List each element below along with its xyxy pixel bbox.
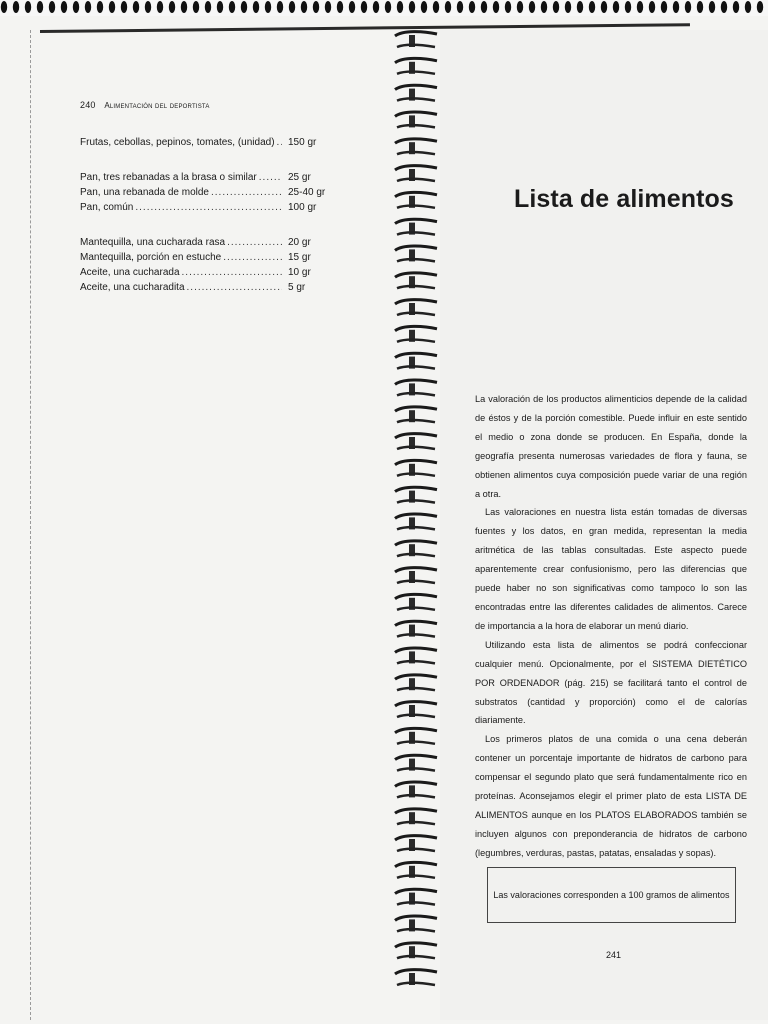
food-row: [80, 135, 330, 150]
binding-hole: [37, 1, 43, 13]
binding-hole: [217, 1, 223, 13]
left-running-head: [80, 100, 210, 110]
spiral-coil: [395, 755, 437, 770]
binding-hole: [109, 1, 115, 13]
binding-hole: [97, 1, 103, 13]
spiral-coil: [395, 407, 437, 422]
spiral-coil: [395, 139, 437, 154]
binding-hole: [337, 1, 343, 13]
binding-hole: [193, 1, 199, 13]
spiral-coil: [395, 85, 437, 100]
note-box: [487, 867, 736, 923]
binding-hole: [637, 1, 643, 13]
spiral-coil: [395, 889, 437, 904]
binding-hole: [49, 1, 55, 13]
food-row: [80, 200, 330, 215]
spiral-coil: [395, 246, 437, 261]
spiral-coil: [395, 621, 437, 636]
food-name: Mantequilla, una cucharada rasa: [80, 237, 226, 248]
binding-hole: [709, 1, 715, 13]
binding-hole: [325, 1, 331, 13]
binding-hole: [85, 1, 91, 13]
food-quantity: 25 gr: [288, 172, 311, 183]
binding-hole: [253, 1, 259, 13]
running-title: Alimentación del deportista: [104, 101, 210, 110]
food-name: Aceite, una cucharada: [80, 267, 180, 278]
intro-paragraph: Utilizando esta lista de alimentos se podrá confeccionar cualquier menú. Opcionalmente, por el SISTEMA DIETÉTICO POR ORDENADOR (pág. 215) se facilitará tanto el control de substratos (cantidad y proporción) como el de calorías diariamente.: [475, 639, 747, 726]
food-portion-list: [80, 135, 330, 295]
spiral-coil: [395, 970, 437, 985]
spiral-coil-icon: [393, 25, 443, 1000]
binding-hole: [361, 1, 367, 13]
binding-hole: [397, 1, 403, 13]
binding-hole: [421, 1, 427, 13]
binding-hole: [505, 1, 511, 13]
food-quantity: 100 gr: [288, 202, 317, 213]
binding-hole: [745, 1, 751, 13]
spiral-coil: [395, 862, 437, 877]
binding-hole: [349, 1, 355, 13]
spiral-coil: [395, 460, 437, 475]
binding-hole: [301, 1, 307, 13]
spiral-coil: [395, 434, 437, 449]
binding-hole: [541, 1, 547, 13]
spiral-coil: [395, 728, 437, 743]
food-quantity: 150 gr: [288, 137, 317, 148]
spiral-coil: [395, 916, 437, 931]
binding-hole: [181, 1, 187, 13]
binding-hole: [613, 1, 619, 13]
spiral-coil: [395, 648, 437, 663]
binding-hole: [373, 1, 379, 13]
binding-hole: [121, 1, 127, 13]
food-row: [80, 265, 330, 280]
food-quantity: 5 gr: [288, 282, 306, 293]
dot-leader: [211, 185, 282, 200]
binding-hole: [529, 1, 535, 13]
binding-hole: [601, 1, 607, 13]
binding-hole: [517, 1, 523, 13]
binding-hole: [241, 1, 247, 13]
binding-hole: [757, 1, 763, 13]
binding-hole: [625, 1, 631, 13]
binding-hole: [733, 1, 739, 13]
binding-hole: [433, 1, 439, 13]
binding-hole: [469, 1, 475, 13]
binding-hole: [73, 1, 79, 13]
dot-leader: [223, 250, 282, 265]
binding-hole: [205, 1, 211, 13]
food-row: [80, 170, 330, 185]
binding-hole: [493, 1, 499, 13]
intro-paragraph: Los primeros platos de una comida o una cena deberán contener un porcentaje importante de hidratos de carbono para compensar el segundo plato que será fundamentalmente rico en proteínas. Aconsejamos elegir el primer plato de esta LISTA DE ALIMENTOS aunque en los PLATOS ELABORADOS también se incluyen algunos con preponderancia de hidratos de carbono (legumbres, verduras, pastas, patatas, ensaladas y sopas).: [475, 734, 747, 858]
spiral-coil: [395, 166, 437, 181]
binding-hole: [685, 1, 691, 13]
spiral-coil: [395, 675, 437, 690]
binding-hole: [157, 1, 163, 13]
binding-hole: [589, 1, 595, 13]
binding-holes-icon: [0, 0, 768, 16]
left-page-number: 240: [80, 100, 96, 110]
spiral-coil: [395, 782, 437, 797]
food-name: Frutas, cebollas, pepinos, tomates, (unidad): [80, 137, 275, 148]
binding-hole: [1, 1, 7, 13]
binding-hole: [229, 1, 235, 13]
list-group-gap: [80, 150, 330, 170]
spiral-coil: [395, 809, 437, 824]
dot-leader: [227, 235, 282, 250]
spiral-coil: [395, 380, 437, 395]
spiral-coil: [395, 568, 437, 583]
spiral-coil: [395, 487, 437, 502]
spiral-coil: [395, 326, 437, 341]
binding-hole: [673, 1, 679, 13]
intro-text: [475, 390, 747, 863]
binding-hole: [457, 1, 463, 13]
spiral-binding: [393, 25, 443, 1000]
binding-hole: [697, 1, 703, 13]
spiral-coil: [395, 541, 437, 556]
binding-holes-strip: [0, 0, 768, 16]
food-row: [80, 280, 330, 295]
intro-paragraph: Las valoraciones en nuestra lista están tomadas de diversas fuentes y los datos, en gran medida, representan la media aritmética de las tablas consultadas. Este aspecto puede aparentemente crear confusionismo, pero las diferencias que puede haber no son significativas como tampoco lo son las encontradas entre las diferentes calidades de alimentos. Carece de importancia a la hora de elaborar un menú diario.: [475, 507, 747, 631]
binding-hole: [145, 1, 151, 13]
binding-hole: [445, 1, 451, 13]
food-quantity: 15 gr: [288, 252, 311, 263]
binding-hole: [577, 1, 583, 13]
food-quantity: 20 gr: [288, 237, 311, 248]
spiral-coil: [395, 32, 437, 47]
binding-hole: [553, 1, 559, 13]
food-row: [80, 185, 330, 200]
binding-hole: [13, 1, 19, 13]
spiral-coil: [395, 514, 437, 529]
binding-hole: [565, 1, 571, 13]
binding-hole: [313, 1, 319, 13]
food-name: Pan, una rebanada de molde: [80, 187, 209, 198]
right-page-number: 241: [606, 950, 622, 960]
food-row: [80, 235, 330, 250]
spiral-coil: [395, 702, 437, 717]
binding-hole: [133, 1, 139, 13]
binding-hole: [277, 1, 283, 13]
list-group-gap: [80, 215, 330, 235]
food-name: Pan, común: [80, 202, 134, 213]
dot-leader: [182, 265, 282, 280]
spiral-coil: [395, 943, 437, 958]
dot-leader: [259, 170, 282, 185]
spiral-coil: [395, 353, 437, 368]
food-name: Pan, tres rebanadas a la brasa o similar: [80, 172, 257, 183]
spiral-coil: [395, 58, 437, 73]
intro-paragraph: La valoración de los productos alimenticios depende de la calidad de éstos y de la porción comestible. Puede influir en este sentido el medio o zona donde se producen. En España, donde la geografía presenta numerosas variedades de flora y fauna, se obtienen alimentos cuya composición puede variar de una región a otra.: [475, 394, 747, 499]
binding-hole: [661, 1, 667, 13]
binding-hole: [169, 1, 175, 13]
spiral-coil: [395, 594, 437, 609]
spiral-coil: [395, 112, 437, 127]
binding-hole: [721, 1, 727, 13]
spiral-coil: [395, 192, 437, 207]
dot-leader: [187, 280, 282, 295]
food-quantity: 25-40 gr: [288, 187, 326, 198]
binding-hole: [25, 1, 31, 13]
binding-hole: [265, 1, 271, 13]
spiral-coil: [395, 300, 437, 315]
spiral-coil: [395, 219, 437, 234]
spiral-coil: [395, 836, 437, 851]
binding-hole: [649, 1, 655, 13]
binding-hole: [481, 1, 487, 13]
spiral-coil: [395, 273, 437, 288]
section-title: Lista de alimentos: [514, 185, 734, 213]
binding-hole: [289, 1, 295, 13]
binding-hole: [409, 1, 415, 13]
food-name: Aceite, una cucharadita: [80, 282, 185, 293]
binding-hole: [61, 1, 67, 13]
food-quantity: 10 gr: [288, 267, 311, 278]
dot-leader: [135, 200, 282, 215]
dot-leader: [277, 135, 282, 150]
food-row: [80, 250, 330, 265]
food-name: Mantequilla, porción en estuche: [80, 252, 222, 263]
note-text: Las valoraciones corresponden a 100 gramos de alimentos: [493, 890, 730, 900]
binding-hole: [385, 1, 391, 13]
